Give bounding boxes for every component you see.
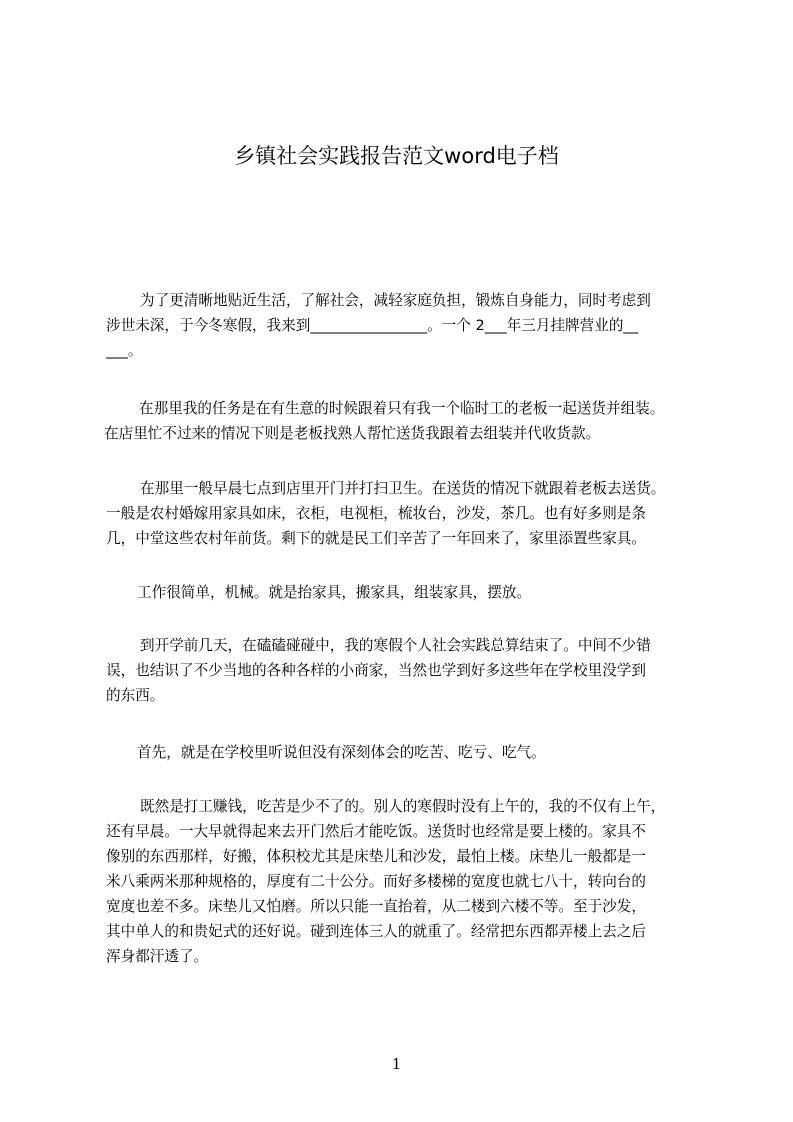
text-line: 为了更清晰地贴近生活，了解社会，减轻家庭负担，锻炼自身能力，同时考虑到: [140, 292, 651, 309]
text-line: 的东西。: [106, 687, 165, 704]
document-title: 乡镇社会实践报告范文word电子档: [234, 144, 559, 168]
text-line: 误，也结识了不少当地的各种各样的小商家，当然也学到好多这些年在学校里没学到: [106, 662, 646, 679]
paragraph-intro: [106, 288, 651, 363]
paragraph-simple-work: [137, 580, 531, 605]
text-line: 几，中堂这些农村年前货。剩下的就是民工们辛苦了一年回来了，家里添置些家具。: [106, 530, 646, 547]
text-line: 首先，就是在学校里听说但没有深刻体会的吃苦、吃亏、吃气。: [137, 744, 546, 761]
text-line: 浑身都汗透了。: [106, 948, 209, 965]
text-line: 在那里我的任务是在有生意的时候跟着只有我一个临时工的老板一起送货并组装。: [139, 400, 665, 417]
text-line: 在那里一般早晨七点到店里开门并打扫卫生。在送货的情况下就跟着老板去送货。: [140, 480, 666, 497]
text-line: 到开学前几天，在磕磕碰碰中，我的寒假个人社会实践总算结束了。中间不少错: [140, 637, 651, 654]
text-line: 一般是农村婚嫁用家具如床，衣柜，电视柜，梳妆台，沙发，茶几。也有好多则是条: [106, 505, 646, 522]
text-line: 其中单人的和贵妃式的还好说。碰到连体三人的就重了。经常把东西都弄楼上去之后: [106, 923, 646, 940]
text-line: 工作很简单，机械。就是抬家具，搬家具，组装家具，摆放。: [137, 584, 532, 601]
paragraph-hard-work: [106, 794, 665, 969]
text-line: 在店里忙不过来的情况下则是老板找熟人帮忙送货我跟着去组装并代收货款。: [104, 425, 601, 442]
paragraph-first-point: [137, 740, 546, 765]
text-line: 像别的东西那样，好搬，体积校尤其是床垫儿和沙发，最怕上楼。床垫儿一般都是一: [106, 848, 646, 865]
paragraph-end-of-practice: [106, 633, 651, 708]
text-line: 既然是打工赚钱，吃苦是少不了的。别人的寒假时没有上午的，我的不仅有上午，: [140, 798, 666, 815]
text-line: ___。: [106, 342, 143, 359]
text-line: 还有早晨。一大早就得起来去开门然后才能吃饭。送货时也经常是要上楼的。家具不: [106, 823, 646, 840]
text-line: 米八乘两米那种规格的，厚度有二十公分。而好多楼梯的宽度也就七八十，转向台的: [106, 873, 646, 890]
text-line: 涉世未深，于今冬寒假，我来到________________。一个 2___年三月挂牌营业的__: [106, 317, 639, 334]
page-number: 1: [391, 1055, 402, 1073]
text-line: 宽度也差不多。床垫儿又怕磨。所以只能一直抬着，从二楼到六楼不等。至于沙发，: [106, 898, 646, 915]
paragraph-task: [104, 396, 664, 446]
paragraph-daily-work: [106, 476, 665, 551]
